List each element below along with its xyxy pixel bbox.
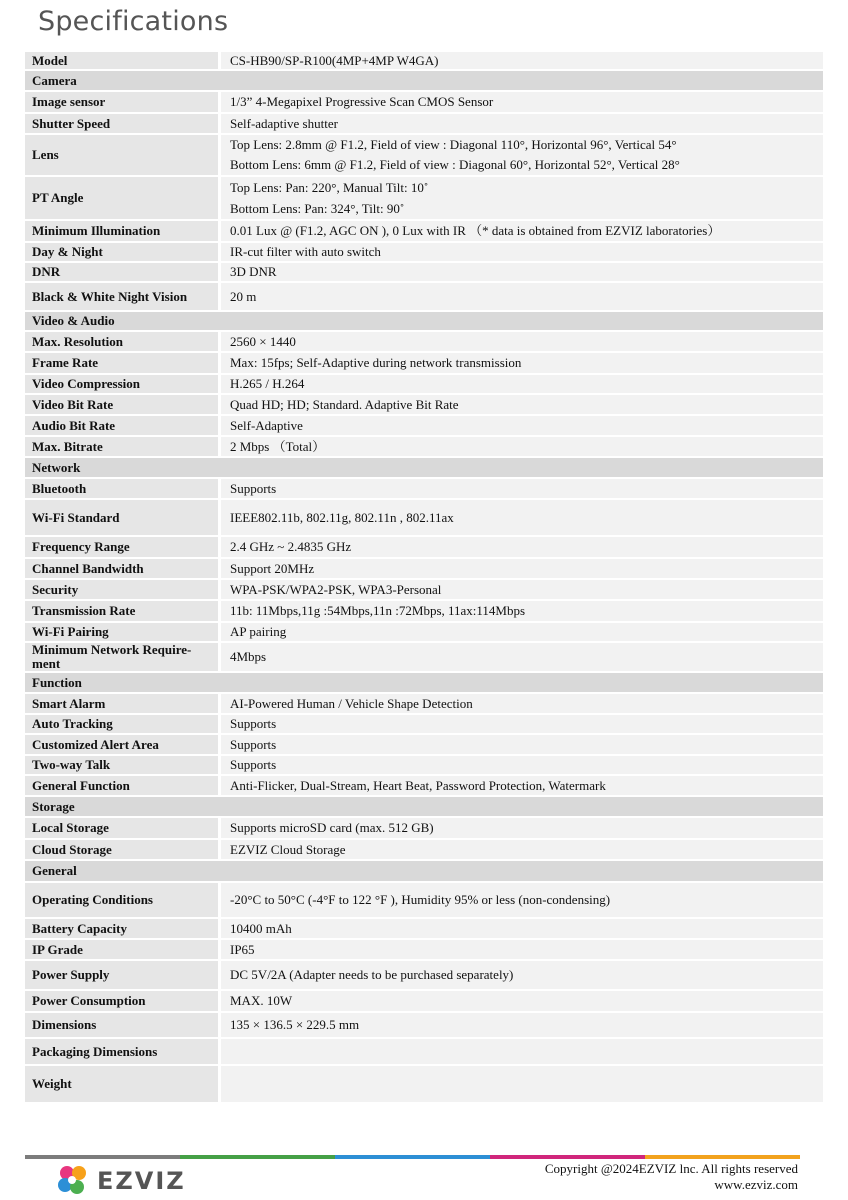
spec-label: Lens — [25, 135, 218, 175]
spec-value-line: 4Mbps — [230, 649, 267, 664]
spec-row — [25, 283, 823, 312]
stripe-segment — [490, 1155, 645, 1159]
spec-value — [221, 437, 823, 456]
spec-label: Auto Tracking — [25, 715, 218, 733]
section-title: Camera — [25, 71, 218, 90]
spec-value-line: 1/3” 4-Megapixel Progressive Scan CMOS Sensor — [230, 94, 494, 109]
website-link[interactable]: www.ezviz.com — [714, 1177, 798, 1192]
spec-value-line: 135 × 136.5 × 229.5 mm — [230, 1017, 360, 1032]
spec-value — [221, 353, 823, 373]
spec-value — [218, 797, 823, 816]
spec-value-line: 10400 mAh — [230, 920, 292, 936]
spec-value — [218, 861, 823, 881]
spec-label: Minimum Illumination — [25, 221, 218, 241]
spec-label: General Function — [25, 776, 218, 795]
section-header-row — [25, 797, 823, 818]
spec-row — [25, 395, 823, 416]
spec-value-line: 2560 × 1440 — [230, 333, 296, 349]
spec-label: DNR — [25, 263, 218, 281]
spec-row — [25, 883, 823, 919]
spec-value — [221, 263, 823, 281]
spec-label: Frame Rate — [25, 353, 218, 373]
spec-value-line: Top Lens: 2.8mm @ F1.2, Field of view : Diagonal 110°, Horizontal 96°, Vertical 54° — [230, 137, 677, 152]
spec-value-line: IR-cut filter with auto switch — [230, 244, 381, 259]
spec-value — [221, 1039, 823, 1064]
spec-value-line: Anti-Flicker, Dual-Stream, Heart Beat, Password Protection, Watermark — [230, 777, 606, 793]
spec-value — [221, 715, 823, 733]
copyright-block — [545, 1161, 798, 1193]
spec-value — [221, 756, 823, 774]
spec-row — [25, 114, 823, 135]
spec-value-line: Self-adaptive shutter — [230, 115, 338, 131]
spec-label: Local Storage — [25, 818, 218, 838]
spec-table — [25, 52, 823, 1104]
spec-row — [25, 694, 823, 715]
spec-label: Bluetooth — [25, 479, 218, 498]
spec-value — [221, 1066, 823, 1102]
section-header-row — [25, 312, 823, 332]
spec-value — [221, 623, 823, 641]
spec-value — [218, 312, 823, 330]
spec-value — [221, 961, 823, 989]
spec-value-line: 2.4 GHz ~ 2.4835 GHz — [230, 539, 352, 554]
spec-row — [25, 135, 823, 177]
spec-row — [25, 92, 823, 114]
spec-label: Frequency Range — [25, 537, 218, 557]
spec-value — [221, 395, 823, 414]
spec-value-line: EZVIZ Cloud Storage — [230, 841, 346, 857]
spec-value-line: Supports — [230, 757, 277, 772]
spec-row — [25, 559, 823, 580]
spec-value-line: AI-Powered Human / Vehicle Shape Detection — [230, 695, 473, 711]
spec-label: Channel Bandwidth — [25, 559, 218, 578]
spec-label: Wi-Fi Standard — [25, 500, 218, 535]
spec-value — [221, 221, 823, 241]
spec-label: Video Bit Rate — [25, 395, 218, 414]
spec-value — [221, 601, 823, 621]
spec-value-line: Quad HD; HD; Standard. Adaptive Bit Rate — [230, 396, 459, 412]
spec-value — [221, 135, 823, 175]
spec-value — [221, 840, 823, 859]
stripe-segment — [25, 1155, 180, 1159]
spec-value-line: Support 20MHz — [230, 560, 315, 576]
spec-value — [221, 735, 823, 754]
spec-value-line: CS-HB90/SP-R100(4MP+4MP W4GA) — [230, 52, 439, 68]
spec-row — [25, 715, 823, 735]
spec-value — [221, 559, 823, 578]
spec-value-line: WPA-PSK/WPA2-PSK, WPA3-Personal — [230, 581, 442, 597]
spec-value — [221, 537, 823, 557]
spec-label: Smart Alarm — [25, 694, 218, 713]
spec-row — [25, 177, 823, 221]
spec-value-line: H.265 / H.264 — [230, 376, 305, 391]
spec-row — [25, 776, 823, 797]
spec-value — [218, 71, 823, 90]
spec-value-line: Bottom Lens: 6mm @ F1.2, Field of view : Diagonal 60°, Horizontal 52°, Vertical 28° — [230, 157, 680, 172]
spec-value-line: MAX. 10W — [230, 993, 293, 1008]
spec-row — [25, 735, 823, 756]
spec-label: Battery Capacity — [25, 919, 218, 938]
spec-row — [25, 1013, 823, 1039]
spec-value-line: IEEE802.11b, 802.11g, 802.11n , 802.11ax — [230, 509, 454, 525]
spec-row — [25, 243, 823, 263]
spec-row — [25, 643, 823, 673]
spec-label: Minimum Network Require-ment — [25, 643, 218, 671]
spec-row — [25, 1066, 823, 1104]
spec-row — [25, 537, 823, 559]
spec-label: Customized Alert Area — [25, 735, 218, 754]
spec-row — [25, 437, 823, 458]
spec-value — [221, 776, 823, 795]
spec-value — [221, 177, 823, 219]
spec-value-line: Max: 15fps; Self-Adaptive during network transmission — [230, 355, 522, 370]
spec-value — [221, 52, 823, 69]
spec-value-line: 3D DNR — [230, 264, 277, 279]
stripe-segment — [335, 1155, 490, 1159]
spec-value-line: 11b: 11Mbps,11g :54Mbps,11n :72Mbps, 11ax:114Mbps — [230, 603, 526, 618]
spec-value-line: Top Lens: Pan: 220°, Manual Tilt: 10˚ — [230, 179, 429, 195]
spec-value — [221, 818, 823, 838]
spec-label: Video Compression — [25, 375, 218, 393]
spec-row — [25, 375, 823, 395]
spec-row — [25, 818, 823, 840]
spec-label: Image sensor — [25, 92, 218, 112]
spec-label: IP Grade — [25, 940, 218, 959]
spec-value-line: IP65 — [230, 941, 255, 957]
spec-label: PT Angle — [25, 177, 218, 219]
spec-value-line: AP pairing — [230, 624, 287, 639]
spec-label: Packaging Dimensions — [25, 1039, 218, 1064]
spec-value — [221, 919, 823, 938]
section-title: Function — [25, 673, 218, 692]
section-header-row — [25, 673, 823, 694]
spec-row — [25, 52, 823, 71]
section-header-row — [25, 71, 823, 92]
spec-label: Operating Conditions — [25, 883, 218, 917]
spec-value — [221, 479, 823, 498]
spec-label: Audio Bit Rate — [25, 416, 218, 435]
spec-row — [25, 840, 823, 861]
spec-label: Max. Resolution — [25, 332, 218, 351]
spec-label: Power Supply — [25, 961, 218, 989]
spec-value-line: Supports microSD card (max. 512 GB) — [230, 820, 434, 835]
spec-label: Security — [25, 580, 218, 599]
stripe-segment — [645, 1155, 800, 1159]
spec-row — [25, 991, 823, 1013]
spec-value-line: Bottom Lens: Pan: 324°, Tilt: 90˚ — [230, 200, 405, 216]
spec-row — [25, 756, 823, 776]
spec-row — [25, 500, 823, 537]
spec-value-line: DC 5V/2A (Adapter needs to be purchased separately) — [230, 967, 514, 982]
spec-row — [25, 961, 823, 991]
spec-value-line: Supports — [230, 716, 277, 731]
spec-label: Dimensions — [25, 1013, 218, 1037]
page-title: Specifications — [38, 6, 229, 37]
brand-logo — [55, 1163, 186, 1199]
spec-row — [25, 1039, 823, 1066]
footer-color-stripe — [25, 1155, 800, 1159]
spec-label: Day & Night — [25, 243, 218, 261]
spec-label: Shutter Speed — [25, 114, 218, 133]
spec-label: Transmission Rate — [25, 601, 218, 621]
ezviz-logo-icon — [55, 1163, 91, 1199]
spec-value — [221, 375, 823, 393]
spec-label: Max. Bitrate — [25, 437, 218, 456]
spec-row — [25, 221, 823, 243]
section-title: Storage — [25, 797, 218, 816]
spec-label: Two-way Talk — [25, 756, 218, 774]
brand-wordmark: EZVIZ — [97, 1167, 186, 1195]
spec-value-line: 0.01 Lux @ (F1.2, AGC ON ), 0 Lux with IR （* data is obtained from EZVIZ laboratories） — [230, 223, 721, 238]
spec-value — [221, 643, 823, 671]
spec-value — [221, 580, 823, 599]
spec-value — [221, 500, 823, 535]
stripe-segment — [180, 1155, 335, 1159]
spec-value — [221, 991, 823, 1011]
spec-label: Model — [25, 52, 218, 69]
spec-value — [221, 940, 823, 959]
spec-label: Cloud Storage — [25, 840, 218, 859]
spec-value — [221, 114, 823, 133]
spec-row — [25, 623, 823, 643]
spec-label: Wi-Fi Pairing — [25, 623, 218, 641]
spec-row — [25, 919, 823, 940]
spec-row — [25, 263, 823, 283]
spec-value — [218, 458, 823, 477]
spec-value — [221, 694, 823, 713]
spec-row — [25, 353, 823, 375]
spec-row — [25, 940, 823, 961]
spec-row — [25, 601, 823, 623]
section-header-row — [25, 458, 823, 479]
spec-value — [218, 673, 823, 692]
spec-value — [221, 883, 823, 917]
spec-value-line: Self-Adaptive — [230, 417, 303, 433]
section-title: Network — [25, 458, 218, 477]
spec-value-line: 2 Mbps （Total） — [230, 438, 326, 454]
spec-label: Black & White Night Vision — [25, 283, 218, 310]
spec-value-line: Supports — [230, 480, 277, 496]
spec-value-line: -20°C to 50°C (-4°F to 122 °F ), Humidity 95% or less (non-condensing) — [230, 892, 611, 907]
section-header-row — [25, 861, 823, 883]
spec-row — [25, 416, 823, 437]
copyright-text: Copyright @2024EZVIZ lnc. All rights reserved — [544, 1161, 798, 1176]
spec-value — [221, 92, 823, 112]
section-title: General — [25, 861, 218, 881]
spec-label: Weight — [25, 1066, 218, 1102]
spec-value — [221, 332, 823, 351]
spec-value-line: 20 m — [230, 288, 257, 304]
spec-value-line: Supports — [230, 736, 277, 752]
spec-value — [221, 283, 823, 310]
spec-label: Power Consumption — [25, 991, 218, 1011]
spec-row — [25, 332, 823, 353]
spec-row — [25, 479, 823, 500]
spec-value — [221, 243, 823, 261]
section-title: Video & Audio — [25, 312, 218, 330]
spec-row — [25, 580, 823, 601]
spec-value — [221, 416, 823, 435]
spec-value — [221, 1013, 823, 1037]
